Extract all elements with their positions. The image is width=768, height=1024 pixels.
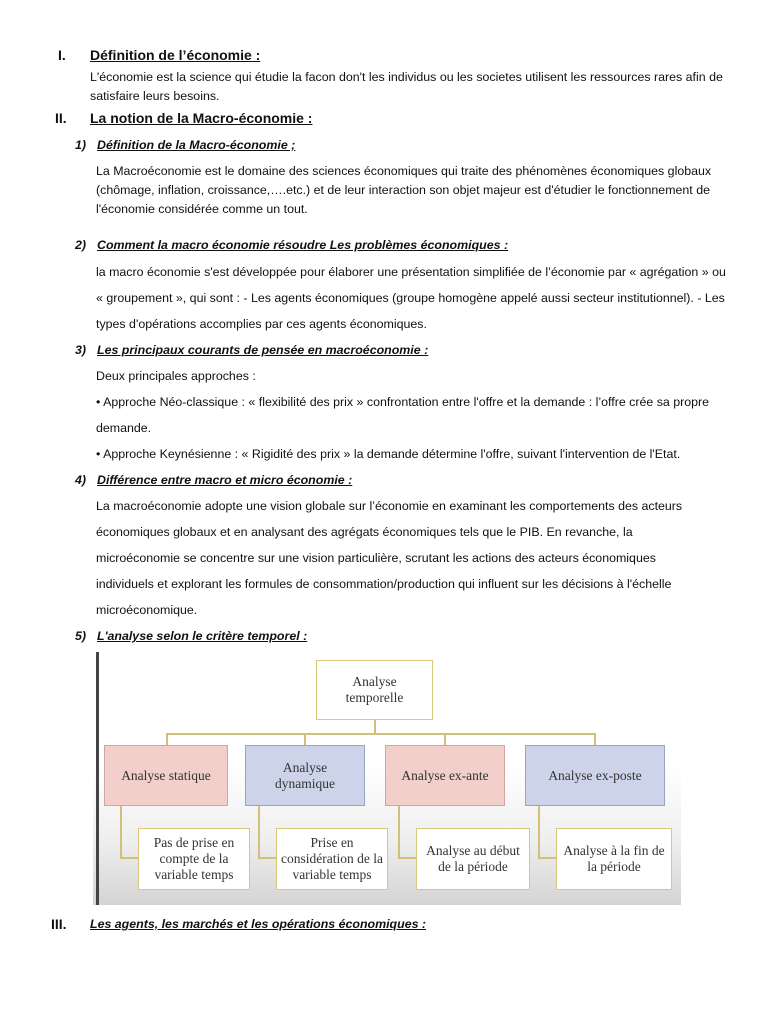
branch-connector-2 [304,733,306,745]
branch-ex-ante: Analyse ex-ante [385,745,505,806]
branch-connector-4 [594,733,596,745]
diagram-root: Analyse temporelle [316,660,433,720]
section-2-title: La notion de la Macro-économie : [90,110,313,126]
detail-ex-ante: Analyse au début de la période [416,828,530,890]
detail-connector-1-v [120,806,122,858]
branch-connector-3 [444,733,446,745]
sub-4-title: Différence entre macro et micro économie : [97,473,353,487]
sub-3-bullet-neoclassique: • Approche Néo-classique : « flexibilité des prix » confrontation entre l'offre et la demande : l’offre crée sa propre demande. [96,395,710,435]
detail-connector-3-h [398,857,416,859]
section-2-numeral: II. [55,110,67,126]
detail-dynamique: Prise en considération de la variable temps [276,828,388,890]
sub-5-title: L'analyse selon le critère temporel : [97,629,308,643]
section-1-title: Définition de l’économie : [90,47,261,63]
section-3-numeral: III. [51,916,67,932]
sub-3-intro: Deux principales approches : [96,369,256,383]
detail-ex-poste: Analyse à la fin de la période [556,828,672,890]
sub-4-text: La macroéconomie adopte une vision globale sur l’économie en examinant les comportements des acteurs économiques globaux et en analysant des agrégats économiques tels que le PIB. En revanche, la microéconomie se concentre sur une vision particulière, scrutant les actions des acteurs économiques individuels et explorant les formules de consommation/production qui influent sur les décisions à l'échelle microéconomique. [96,499,683,617]
sub-1-title: Définition de la Macro-économie ; [97,138,296,152]
branch-ex-poste: Analyse ex-poste [525,745,665,806]
detail-connector-3-v [398,806,400,858]
branch-statique: Analyse statique [104,745,228,806]
section-1-text: L'économie est la science qui étudie la facon don't les individus ou les societes utilisent les ressources rares afin de satisfaire leurs besoins. [90,70,723,103]
sub-3-title: Les principaux courants de pensée en macroéconomie : [97,343,429,357]
root-connector [374,720,376,734]
sub-4-number: 4) [75,473,87,487]
detail-connector-2-v [258,806,260,858]
branch-connector-1 [166,733,168,745]
sub-2-title: Comment la macro économie résoudre Les problèmes économiques : [97,238,509,252]
sub-1-text: La Macroéconomie est le domaine des sciences économiques qui traite des phénomènes économiques globaux (chômage, inflation, croissance,….etc.) et de leur interaction son objet majeur est d'étudier le fonctionnement de l'économie considérée comme un tout. [96,164,712,216]
sub-2-number: 2) [75,238,87,252]
section-1-numeral: I. [58,47,66,63]
diagram-left-rule [96,652,99,905]
detail-connector-4-h [538,857,556,859]
horizontal-connector [166,733,596,735]
sub-1-number: 1) [75,138,87,152]
sub-3-bullet-keynesienne: • Approche Keynésienne : « Rigidité des prix » la demande détermine l'offre, suivant l'intervention de l'Etat. [96,447,681,461]
sub-5-number: 5) [75,629,87,643]
detail-connector-1-h [120,857,138,859]
sub-3-number: 3) [75,343,87,357]
detail-statique: Pas de prise en compte de la variable temps [138,828,250,890]
sub-2-text: la macro économie s'est développée pour élaborer une présentation simplifiée de l’économie par « agrégation » ou « groupement », qui sont : - Les agents économiques (groupe homogène appelé aussi secteur institutionnel). - Les types d'opérations accomplies par ces agents économiques. [96,265,726,331]
branch-dynamique: Analyse dynamique [245,745,365,806]
section-3-title: Les agents, les marchés et les opérations économiques : [90,917,427,931]
detail-connector-2-h [258,857,276,859]
detail-connector-4-v [538,806,540,858]
